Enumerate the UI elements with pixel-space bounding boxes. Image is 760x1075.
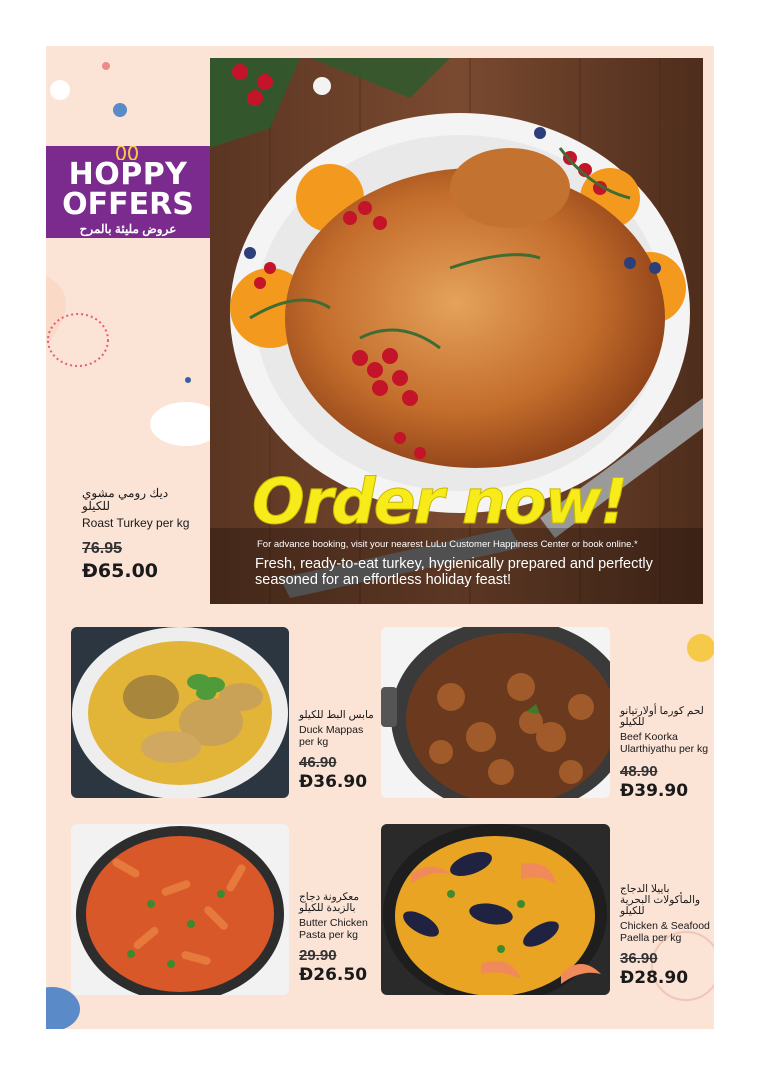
booking-note: For advance booking, visit your nearest LuLu Customer Happiness Center or book online.* [257,539,638,550]
product-arabic-name: معكرونة دجاج بالزبدة للكيلو [299,891,359,914]
old-price: 46.90 [299,754,337,771]
product-arabic-name: مابس البط للكيلو [299,709,374,721]
product-arabic-name: باييلا الدجاج والمأكولات البحرية للكيلو [620,883,701,917]
old-price: 48.90 [620,763,658,780]
product-name: Chicken & Seafood Paella per kg [620,920,710,944]
product-name: Duck Mappas per kg [299,724,364,748]
new-price: Ð39.90 [620,781,689,801]
product-arabic-name: لحم كورما أولارتيانو للكيلو [620,705,704,728]
new-price: Ð65.00 [82,560,159,582]
old-price: 76.95 [82,540,123,557]
bunny-ears-icon [112,146,142,160]
price-block-beef-koorka [620,706,710,801]
new-price: Ð36.90 [299,772,368,792]
product-name: Butter Chicken Pasta per kg [299,917,368,941]
old-price: 29.90 [299,947,337,964]
duck-mappas-image [71,627,289,798]
product-arabic-name: ديك رومي مشوي للكيلو [82,486,169,513]
old-price: 36.90 [620,950,658,967]
chicken-seafood-paella-image [381,824,610,995]
badge-line-1: HOPPY [68,157,188,192]
headline-order-now: Order now! [252,465,627,538]
price-block-butter-chicken-pasta [299,892,374,985]
product-name: Roast Turkey per kg [82,516,190,530]
new-price: Ð26.50 [299,965,368,985]
hoppy-offers-badge [46,146,210,238]
product-name: Beef Koorka Ularthiyathu per kg [620,731,709,755]
price-block-roast-turkey [82,487,197,582]
badge-arabic: عروض مليئة بالمرح [79,222,177,236]
price-block-chicken-seafood-paella [620,884,710,988]
badge-line-2: OFFERS [62,187,194,222]
hero-tagline: Fresh, ready-to-eat turkey, hygienically prepared and perfectly seasoned for an effortless holiday feast! [255,556,653,588]
butter-chicken-pasta-image [71,824,289,995]
beef-koorka-image [381,627,610,798]
new-price: Ð28.90 [620,968,689,988]
price-block-duck-mappas [299,710,374,792]
